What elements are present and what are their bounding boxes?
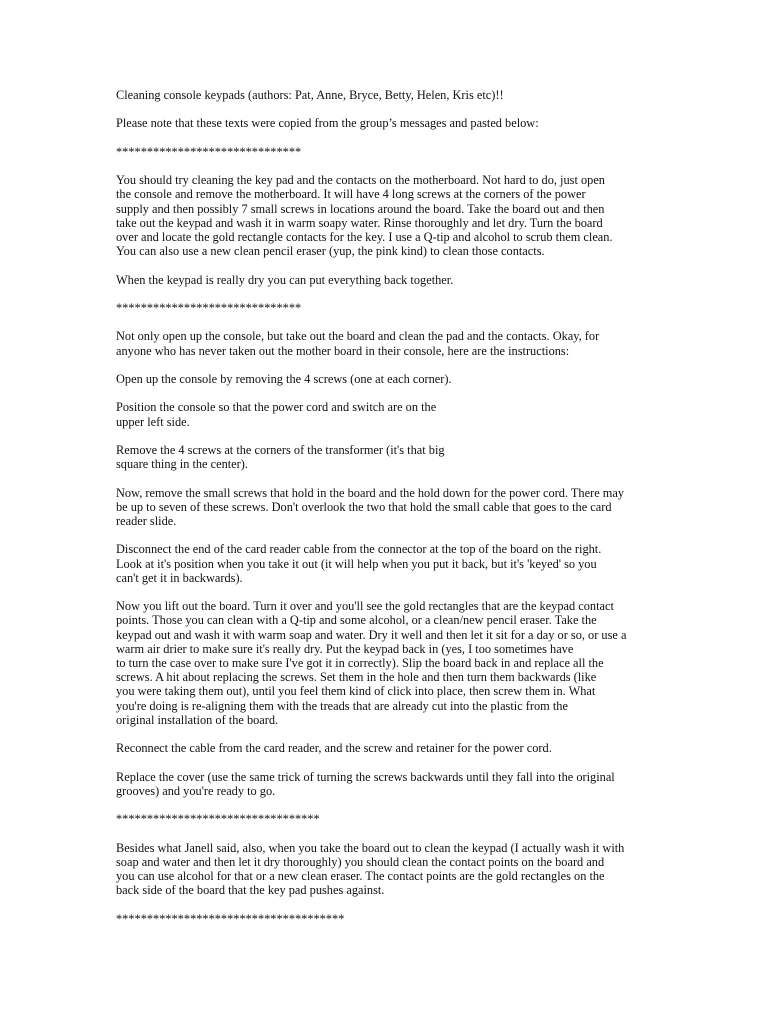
document-page bbox=[116, 88, 656, 940]
text-line: be up to seven of these screws. Don't overlook the two that hold the small cable that goes to the card bbox=[116, 499, 612, 514]
text-line: screws. A hit about replacing the screws. Set them in the hole and then turn them backwards (like bbox=[116, 670, 597, 685]
text-line: You can also use a new clean pencil eraser (yup, the pink kind) to clean those contacts. bbox=[116, 244, 545, 259]
document-paragraph bbox=[116, 88, 656, 102]
text-line: Now you lift out the board. Turn it over and you'll see the gold rectangles that are the keypad contact bbox=[116, 599, 614, 614]
document-paragraph bbox=[116, 542, 656, 585]
text-line: You should try cleaning the key pad and the contacts on the motherboard. Not hard to do, just open bbox=[116, 173, 605, 188]
text-line: Now, remove the small screws that hold in the board and the hold down for the power cord. There may bbox=[116, 485, 625, 500]
document-paragraph bbox=[116, 443, 656, 471]
text-line: square thing in the center). bbox=[116, 457, 248, 472]
text-line: to turn the case over to make sure I've got it in correctly). Slip the board back in and replace all the bbox=[116, 655, 604, 670]
text-line: Remove the 4 screws at the corners of the transformer (it's that big bbox=[116, 442, 445, 457]
document-paragraph bbox=[116, 741, 656, 755]
text-line: Open up the console by removing the 4 screws (one at each corner). bbox=[116, 371, 452, 386]
document-paragraph bbox=[116, 912, 656, 926]
text-line: Disconnect the end of the card reader cable from the connector at the top of the board on the right. bbox=[116, 542, 602, 557]
text-line: When the keypad is really dry you can put everything back together. bbox=[116, 272, 454, 287]
text-line: upper left side. bbox=[116, 414, 190, 429]
document-paragraph bbox=[116, 173, 656, 258]
text-line: reader slide. bbox=[116, 513, 177, 528]
text-line: supply and then possibly 7 small screws in locations around the board. Take the board out and then bbox=[116, 201, 605, 216]
text-line: anyone who has never taken out the mother board in their console, here are the instructions: bbox=[116, 343, 570, 358]
document-paragraph bbox=[116, 145, 656, 159]
text-line: Replace the cover (use the same trick of turning the screws backwards until they fall into the original bbox=[116, 769, 615, 784]
text-line: you're doing is re-aligning them with the treads that are already cut into the plastic from the bbox=[116, 698, 568, 713]
text-line: original installation of the board. bbox=[116, 712, 279, 727]
text-line: Look at it's position when you take it out (it will help when you put it back, but it's 'keyed' so you bbox=[116, 556, 597, 571]
text-line: Position the console so that the power cord and switch are on the bbox=[116, 400, 437, 415]
text-line: back side of the board that the key pad pushes against. bbox=[116, 883, 385, 898]
document-paragraph bbox=[116, 486, 656, 529]
text-line: ****************************** bbox=[116, 144, 302, 159]
text-line: points. Those you can clean with a Q-tip and some alcohol, or a clean/new pencil eraser. Take the bbox=[116, 613, 597, 628]
document-paragraph bbox=[116, 812, 656, 826]
text-line: ************************************* bbox=[116, 911, 345, 926]
text-line: soap and water and then let it dry thoroughly) you should clean the contact points on the board and bbox=[116, 854, 605, 869]
document-paragraph bbox=[116, 372, 656, 386]
text-line: Not only open up the console, but take out the board and clean the pad and the contacts. Okay, for bbox=[116, 329, 600, 344]
text-line: ****************************** bbox=[116, 300, 302, 315]
text-line: Cleaning console keypads (authors: Pat, Anne, Bryce, Betty, Helen, Kris etc)!! bbox=[116, 88, 504, 102]
text-line: the console and remove the motherboard. It will have 4 long screws at the corners of the power bbox=[116, 187, 586, 202]
document-paragraph bbox=[116, 841, 656, 898]
document-paragraph bbox=[116, 116, 656, 130]
document-paragraph bbox=[116, 329, 656, 357]
text-line: Please note that these texts were copied from the group’s messages and pasted below: bbox=[116, 116, 539, 131]
text-line: warm air drier to make sure it's really dry. Put the keypad back in (yes, I too sometimes have bbox=[116, 641, 574, 656]
text-line: grooves) and you're ready to go. bbox=[116, 783, 276, 798]
text-line: you were taking them out), until you feel them kind of click into place, then screw them in. What bbox=[116, 684, 596, 699]
text-line: over and locate the gold rectangle contacts for the key. I use a Q-tip and alcohol to scrub them clean. bbox=[116, 229, 613, 244]
document-paragraph bbox=[116, 273, 656, 287]
text-line: Reconnect the cable from the card reader, and the screw and retainer for the power cord. bbox=[116, 741, 552, 756]
text-line: Besides what Janell said, also, when you take the board out to clean the keypad (I actually wash it with bbox=[116, 840, 625, 855]
text-line: take out the keypad and wash it in warm soapy water. Rinse thoroughly and let dry. Turn the board bbox=[116, 215, 603, 230]
text-line: you can use alcohol for that or a new clean eraser. The contact points are the gold rectangles on the bbox=[116, 868, 605, 883]
text-line: ********************************* bbox=[116, 812, 320, 827]
document-paragraph bbox=[116, 599, 656, 727]
text-line: can't get it in backwards). bbox=[116, 570, 243, 585]
text-line: keypad out and wash it with warm soap and water. Dry it well and then let it sit for a day or so, or use a bbox=[116, 627, 627, 642]
document-paragraph bbox=[116, 400, 656, 428]
document-paragraph bbox=[116, 770, 656, 798]
document-paragraph bbox=[116, 301, 656, 315]
